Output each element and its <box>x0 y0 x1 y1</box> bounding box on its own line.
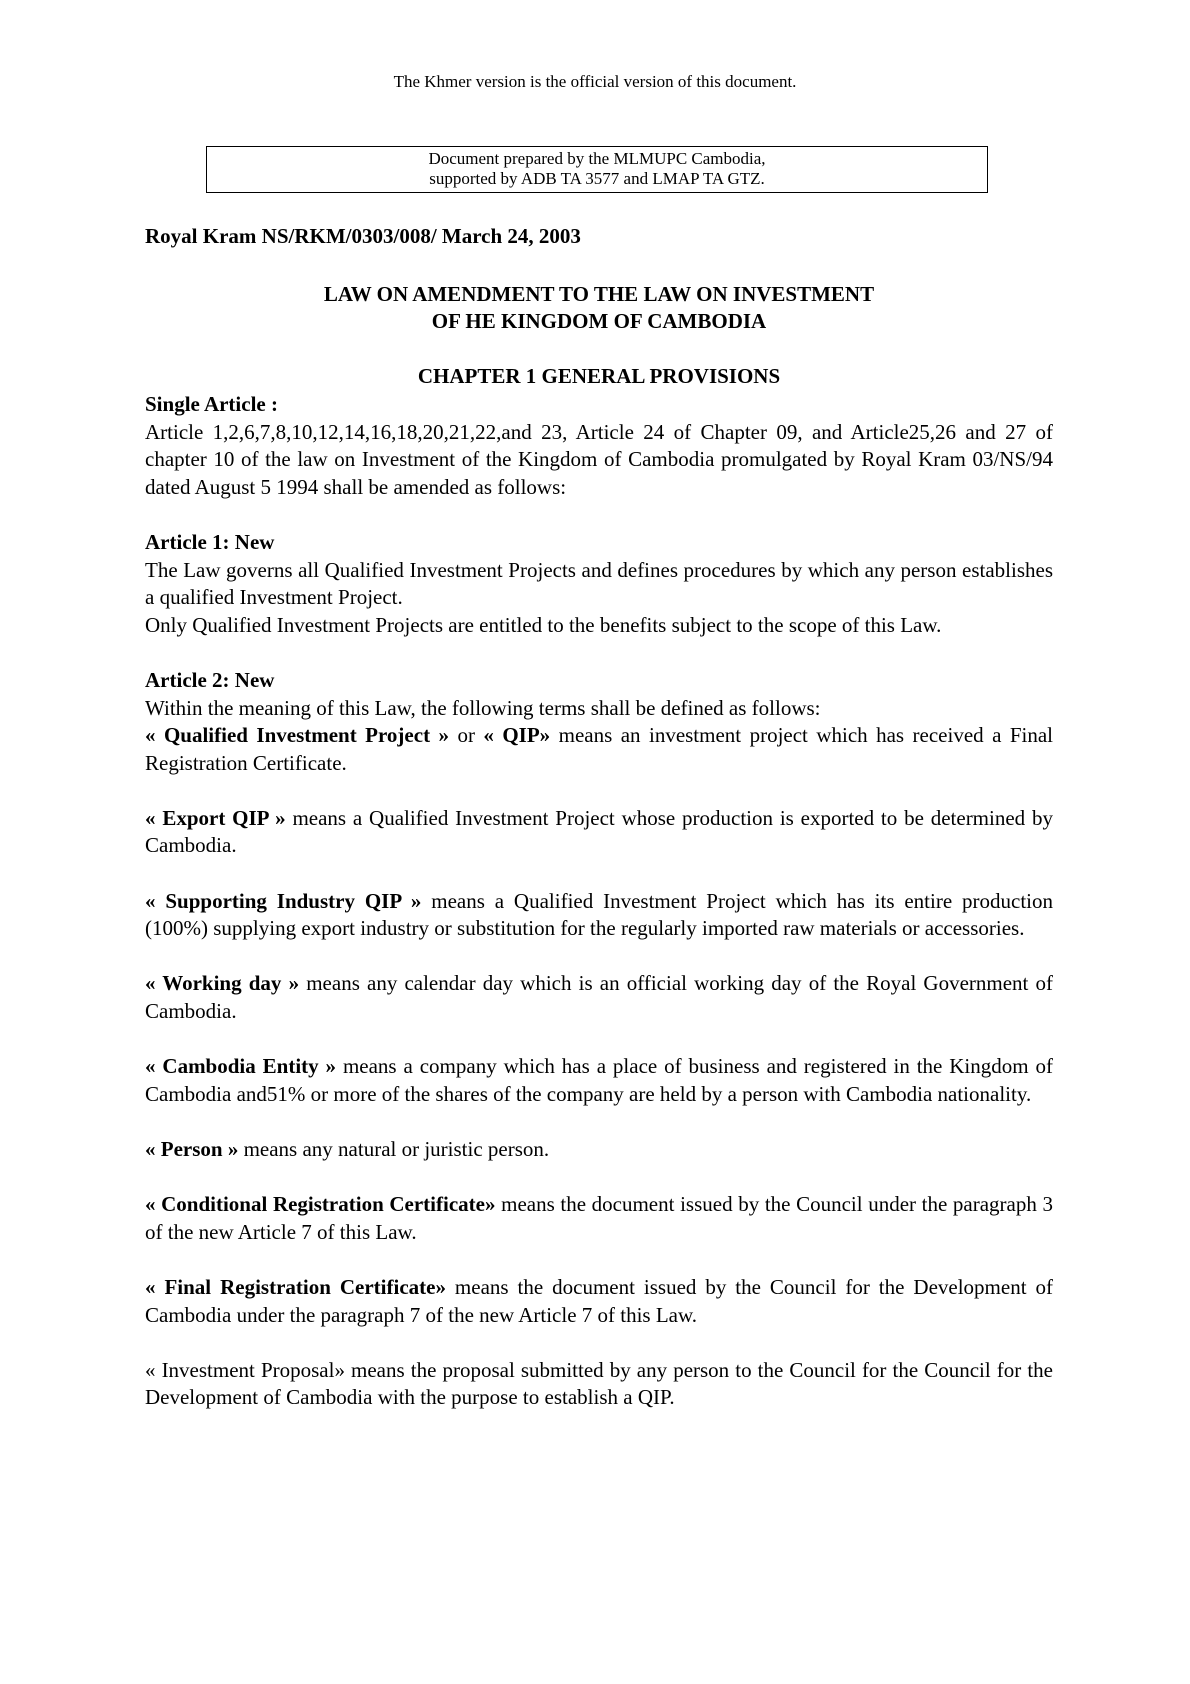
article-1-paragraph-1: The Law governs all Qualified Investment Projects and defines procedures by which any person establishes a qualified Investment Project. <box>145 557 1053 610</box>
definition-conditional-registration-certificate <box>145 1191 1053 1246</box>
definition-export-qip <box>145 805 1053 860</box>
definition-text: means any calendar day which is an official working day of the Royal Government of Cambodia. <box>145 971 1054 1024</box>
definition-text: « Investment Proposal» means the proposal submitted by any person to the Council for the Council for the Development of Cambodia with the purpose to establish a QIP. <box>145 1357 1053 1410</box>
definition-person <box>145 1136 1053 1164</box>
definition-supporting-industry-qip <box>145 888 1053 943</box>
definition-term: « Supporting Industry QIP » <box>145 888 422 913</box>
definition-term: « Final Registration Certificate» <box>145 1274 446 1299</box>
official-version-note: The Khmer version is the official version of this document. <box>393 72 797 91</box>
definition-connector: or <box>449 723 484 748</box>
definition-term: « Person » <box>145 1137 239 1161</box>
definition-term: « Cambodia Entity » <box>145 1054 343 1079</box>
definition-working-day <box>145 970 1053 1025</box>
single-article-text: Article 1,2,6,7,8,10,12,14,16,18,20,21,22,and 23, Article 24 of Chapter 09, and Article25,26 and 27 of chapter 10 of the law on Investment of the Kingdom of Cambodia promulgated by Royal Kram 03/NS/94 dated August 5 1994 shall be amended as follows: <box>145 419 1053 499</box>
definition-text: means any natural or juristic person. <box>238 1137 550 1161</box>
preparation-notice-line-1: Document prepared by the MLMUPC Cambodia, <box>428 149 766 168</box>
article-1-heading: Article 1: New <box>145 529 275 554</box>
article-1-paragraph-2: Only Qualified Investment Projects are entitled to the benefits subject to the scope of this Law. <box>145 612 942 637</box>
definition-qip <box>145 722 1053 777</box>
definition-term: « Working day » <box>145 971 300 996</box>
definition-term-alt: « QIP» <box>483 723 551 748</box>
definition-text: means the document issued by the Council for the Development of Cambodia under the paragraph 7 of the new Article 7 of this Law. <box>145 1274 1053 1327</box>
definition-text: means a Qualified Investment Project whose production is exported to be determined by Cambodia. <box>145 805 1053 858</box>
definition-term: « Qualified Investment Project » <box>145 723 450 748</box>
document-body <box>145 223 1053 1412</box>
law-title-line-2: OF HE KINGDOM OF CAMBODIA <box>431 309 767 334</box>
definition-investment-proposal <box>145 1357 1053 1412</box>
definition-text: means a company which has a place of business and registered in the Kingdom of Cambodia and51% or more of the shares of the company are held by a person with Cambodia nationality. <box>145 1054 1053 1106</box>
definition-text: means an investment project which has received a Final Registration Certificate. <box>145 723 1054 775</box>
preparation-notice-line-2: supported by ADB TA 3577 and LMAP TA GTZ. <box>429 169 765 188</box>
preparation-notice-box <box>206 146 988 193</box>
law-title <box>145 281 1053 336</box>
royal-kram-reference: Royal Kram NS/RKM/0303/008/ March 24, 2003 <box>145 224 581 248</box>
definition-cambodia-entity <box>145 1053 1053 1108</box>
definition-term: « Conditional Registration Certificate» <box>145 1192 496 1217</box>
definition-final-registration-certificate <box>145 1274 1053 1329</box>
single-article-heading: Single Article : <box>145 391 278 416</box>
definition-text: means the document issued by the Council under the paragraph 3 of the new Article 7 of this Law. <box>145 1192 1053 1244</box>
chapter-heading: CHAPTER 1 GENERAL PROVISIONS <box>417 364 781 389</box>
article-2-intro: Within the meaning of this Law, the following terms shall be defined as follows: <box>145 695 821 720</box>
law-title-line-1: LAW ON AMENDMENT TO THE LAW ON INVESTMENT <box>323 281 875 306</box>
definition-text: means a Qualified Investment Project which has its entire production (100%) supplying export industry or substitution for the regularly imported raw materials or accessories. <box>145 888 1053 941</box>
definition-term: « Export QIP » <box>145 805 286 830</box>
article-2-heading: Article 2: New <box>145 667 275 692</box>
